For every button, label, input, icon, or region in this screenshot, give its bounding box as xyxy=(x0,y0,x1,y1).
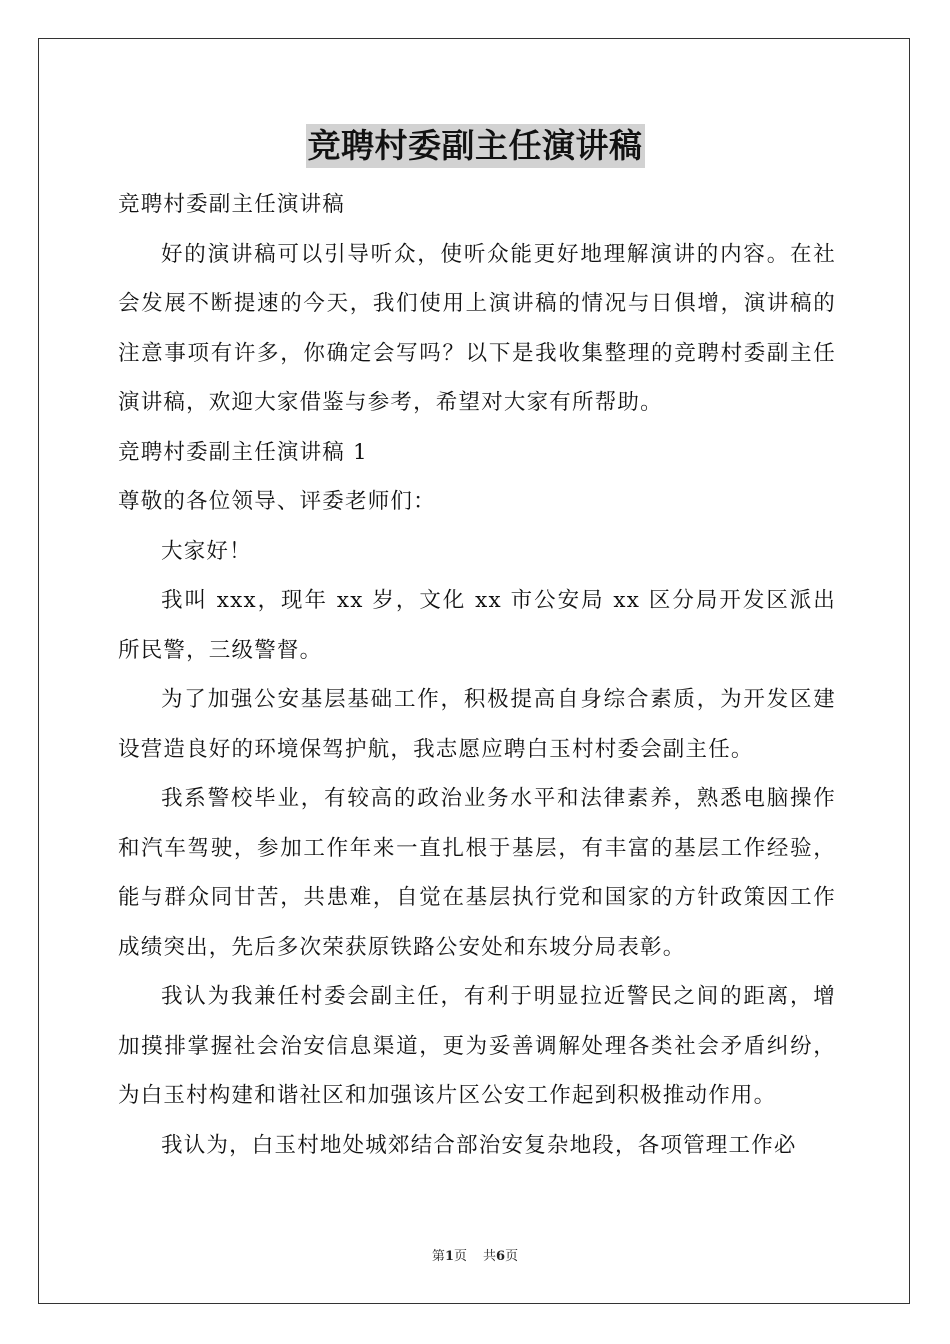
paragraph: 竞聘村委副主任演讲稿 xyxy=(118,192,346,217)
document-body xyxy=(118,180,836,1170)
page-prefix: 第 xyxy=(431,1249,445,1264)
page-suffix: 页 xyxy=(453,1249,467,1264)
paragraph: 好的演讲稿可以引导听众，使听众能更好地理解演讲的内容。在社会发展不断提速的今天，我们使用上演讲稿的情况与日俱增，演讲稿的注意事项有许多，你确定会写吗？以下是我收集整理的竞聘村委副主任演讲稿，欢迎大家借鉴与参考，希望对大家有所帮助。 xyxy=(118,241,836,415)
total-suffix: 页 xyxy=(505,1249,519,1264)
page-total: 6 xyxy=(496,1249,506,1264)
title-area xyxy=(0,124,950,168)
page-footer xyxy=(0,1248,950,1266)
document-title: 竞聘村委副主任演讲稿 xyxy=(306,124,645,168)
section-heading: 竞聘村委副主任演讲稿 1 xyxy=(118,439,368,465)
page-current: 1 xyxy=(444,1249,454,1264)
paragraph: 我认为我兼任村委会副主任，有利于明显拉近警民之间的距离，增加摸排掌握社会治安信息渠道，更为妥善调解处理各类社会矛盾纠纷，为白玉村构建和谐社区和加强该片区公安工作起到积极推动作用。 xyxy=(118,984,836,1108)
salutation: 尊敬的各位领导、评委老师们： xyxy=(118,489,436,514)
paragraph: 为了加强公安基层基础工作，积极提高自身综合素质，为开发区建设营造良好的环境保驾护航，我志愿应聘白玉村村委会副主任。 xyxy=(118,687,836,762)
paragraph: 我叫 xxx，现年 xx 岁，文化 xx 市公安局 xx 区分局开发区派出所民警，三级警督。 xyxy=(118,588,836,663)
paragraph: 大家好！ xyxy=(161,538,252,564)
paragraph: 我认为，白玉村地处城郊结合部治安复杂地段，各项管理工作必 xyxy=(161,1132,797,1158)
paragraph: 我系警校毕业，有较高的政治业务水平和法律素养，熟悉电脑操作和汽车驾驶，参加工作年来一直扎根于基层，有丰富的基层工作经验，能与群众同甘苦，共患难，自觉在基层执行党和国家的方针政策因工作成绩突出，先后多次荣获原铁路公安处和东坡分局表彰。 xyxy=(118,786,836,960)
total-prefix: 共 xyxy=(483,1249,497,1264)
